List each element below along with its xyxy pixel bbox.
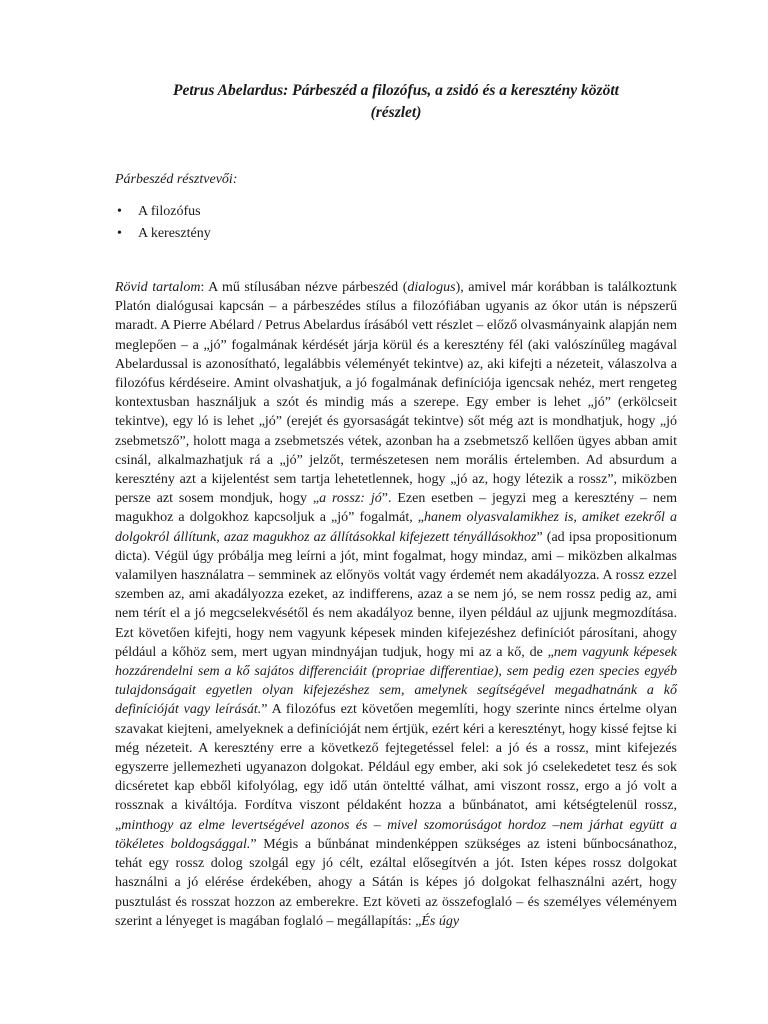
participant-philosopher: A filozófus (138, 204, 201, 219)
body-italic-segment: nem vagyunk képesek hozzárendelni sem a kő sajátos differenciáit (propriae differentiae), sem pedig ezen species egyéb tulajdonságait egyetlen olyan kifejezéshez sem, amelynek segítségével megadhatnánk a kő definícióját vagy leírását. (115, 644, 678, 718)
list-item (115, 202, 677, 222)
body-italic-segment: dialogus (407, 280, 456, 295)
document-title (115, 80, 677, 124)
participants-label: Párbeszéd résztvevői: (115, 172, 238, 187)
summary-paragraph (115, 278, 677, 931)
body-text-segment: ” (ad ipsa propositionum dicta). Végül úgy próbálja meg leírni a jót, mint fogalmat, hogy mindaz, ami – miközben alkalmas valamilyen használatra – semminek az előnyös voltát vagy érdemét nem akadályozza. A rossz ezzel szemben az, ami akadályozza ezeket, az indifferens, azaz a se nem jó, se nem rossz pedig az, ami nem térít el a jó megcselekvésétől és nem akadályoz benne, ilyen például az ujjunk megmozdítása. Ezt követően kifejti, hogy nem vagyunk képesek minden kifejezéshez definíciót párosítani, ahogy például a kőhöz sem, mert ugyan mindnyájan tudjuk, hogy mi az a kő, de „ (115, 529, 677, 660)
title-line-1: Petrus Abelardus: Párbeszéd a filozófus, a zsidó és a keresztény között (173, 82, 619, 99)
participants-list (115, 202, 677, 244)
bullet-icon: • (117, 204, 122, 219)
body-text-segment: ” A filozófus ezt követően megemlíti, hogy szerinte nincs értelme olyan szavakat kiejteni, amelyeknek a definícióját nem értjük, ezért kéri a keresztényt, hogy kissé fejtse ki még nézeteit. A keresztény erre a következő fejtegetéssel felel: a jó és a rossz, mint kifejezés egyszerre jellemezheti ugyanazon dolgokat. Például egy ember, aki sok jó cselekedetet tesz és sok dicséretet kap ebből kifolyólag, egy idő után önteltté válhat, ami viszont rossz, ergo a jó volt a rossznak a kiváltója. Fordítva viszont példaként hozza a bűnbánatot, ami kétségtelenül rossz, „ (115, 702, 677, 833)
body-text-segment: ”. Ezen esetben – jegyzi meg a keresztény – nem magukhoz a dolgokhoz kapcsoljuk a „jó” fogalmát, „ (115, 491, 678, 526)
body-italic-segment: És úgy (421, 913, 460, 929)
body-text-segment: : A mű stílusában nézve párbeszéd ( (200, 280, 408, 295)
document-page (115, 80, 677, 945)
body-italic-segment: minthogy az elme levertségével azonos és – mivel szomorúságot hordoz –nem járhat együtt a tökéletes boldogsággal. (115, 817, 677, 852)
list-item (115, 224, 677, 244)
participant-christian: A keresztény (138, 226, 211, 241)
body-italic-segment: hanem olyasvalamikhez is, amiket ezekről a dolgokról állítunk, azaz magukhoz az állításokkal kifejezett tényállásokhoz (115, 510, 677, 545)
body-text-segment: ), amivel már korábban is találkoztunk Platón dialógusai kapcsán – a párbeszédes stílus a filozófiában ugyanis az ókor után is népszerű maradt. A Pierre Abélard / Petrus Abelardus írásából vett részlet – előző olvasmányaink alapján nem meglepően – a „jó” fogalmának kérdését járja körül és a keresztény fél (aki valószínűleg magával Abelardussal is azonosítható, legalábbis véleményét tekintve) az, aki kifejti a nézeteit, válaszolva a filozófus kérdéseire. Amint olvashatjuk, a jó fogalmának definíciója igencsak nehéz, mert rengeteg kontextusban használjuk a szót és mindig más a szerepe. Egy ember is lehet „jó” (erkölcseit tekintve), egy ló is lehet „jó” (erejét és gyorsaságát tekintve) sőt még azt is mondhatjuk, hogy „jó zsebmetsző”, holott maga a zsebmetszés vétek, azonban ha a zsebmetsző kellően ügyes abban amit csinál, alkalmazhatjuk rá a „jó” jelzőt, természetesen nem morális értelemben. Ad absurdum a keresztény azt a kijelentést sem tartja lehetetlennek, hogy „jó az, hogy létezik a rossz”, miközben persze azt sosem mondjuk, hogy „ (115, 280, 677, 507)
bullet-icon: • (117, 226, 122, 241)
body-text-segment: ” Mégis a bűnbánat mindenképpen szükséges az isteni bűnbocsánathoz, tehát egy rossz dolog szolgál egy jó célt, ezáltal elősegítvén a jót. Isten képes rossz dolgokat használni a jó elérése érdekében, ahogy a Sátán is képes jó dolgokat felhasználni azért, hogy pusztulást és rosszat hozzon az emberekre. Ezt követi az összefoglaló – és személyes véleményem szerint a lényeget is magában foglaló – megállapítás: „ (115, 836, 678, 929)
body-italic-segment: Rövid tartalom (115, 280, 201, 295)
title-line-2: (részlet) (370, 104, 422, 121)
body-italic-segment: a rossz: jó (319, 491, 382, 507)
